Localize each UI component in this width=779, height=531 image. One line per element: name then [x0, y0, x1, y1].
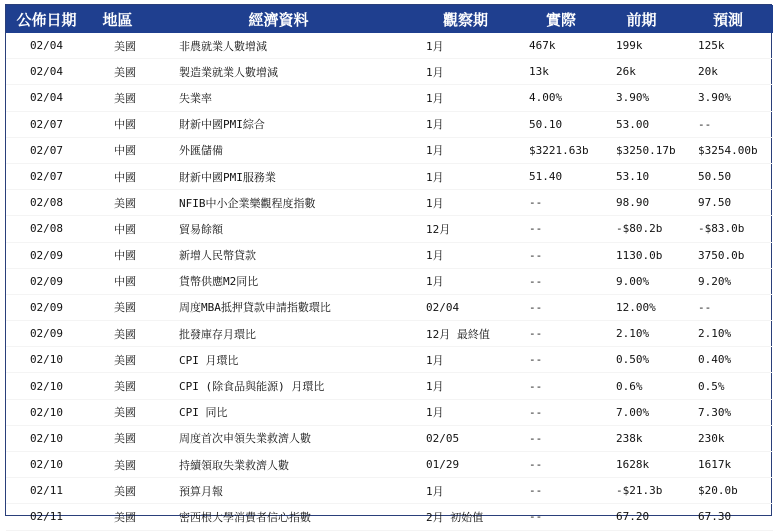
cell-previous: 53.00 [616, 117, 650, 131]
cell-actual: -- [529, 458, 543, 472]
cell-release-date: 02/07 [29, 143, 64, 157]
cell-previous: -$80.2b [616, 222, 663, 236]
cell-forecast: $3254.00b [698, 143, 758, 157]
cell-period: 1月 [426, 406, 444, 420]
cell-forecast: -- [698, 117, 712, 131]
cell-region: 美國 [114, 353, 136, 367]
cell-release-date: 02/04 [29, 39, 64, 53]
cell-region: 中國 [114, 118, 136, 132]
cell-period: 01/29 [426, 458, 460, 472]
table-row [6, 321, 773, 347]
cell-period: 12月 最終值 [426, 327, 490, 341]
cell-actual: -- [529, 484, 543, 498]
cell-previous: 199k [616, 39, 643, 53]
cell-region: 美國 [114, 39, 136, 53]
cell-period: 1月 [426, 249, 444, 263]
cell-actual: $3221.63b [529, 143, 589, 157]
cell-forecast: 50.50 [698, 170, 732, 184]
cell-region: 美國 [114, 510, 136, 524]
cell-release-date: 02/08 [29, 222, 64, 236]
cell-region: 美國 [114, 484, 136, 498]
cell-release-date: 02/11 [29, 510, 64, 524]
table-header-row [6, 5, 773, 33]
cell-indicator: 製造業就業人數增減 [179, 65, 278, 79]
cell-forecast: -$83.0b [698, 222, 745, 236]
cell-actual: -- [529, 353, 543, 367]
table-row [6, 347, 773, 373]
table-row [6, 268, 773, 294]
cell-region: 美國 [114, 91, 136, 105]
cell-forecast: 67.30 [698, 510, 732, 524]
cell-region: 美國 [114, 432, 136, 446]
table-row [6, 190, 773, 216]
cell-period: 02/04 [426, 300, 460, 314]
cell-previous: 53.10 [616, 170, 650, 184]
cell-previous: 12.00% [616, 300, 656, 314]
cell-region: 美國 [114, 196, 136, 210]
cell-release-date: 02/08 [29, 196, 64, 210]
cell-actual: -- [529, 431, 543, 445]
cell-indicator: 持續領取失業救濟人數 [179, 458, 289, 472]
cell-region: 美國 [114, 327, 136, 341]
cell-release-date: 02/09 [29, 300, 64, 314]
header-indicator: 經濟資料 [148, 5, 409, 33]
header-previous: 前期 [600, 5, 683, 33]
cell-release-date: 02/07 [29, 117, 64, 131]
cell-region: 中國 [114, 144, 136, 158]
cell-indicator: 外匯儲備 [179, 144, 223, 158]
cell-indicator: 財新中國PMI服務業 [179, 170, 276, 184]
table-row [6, 216, 773, 242]
cell-actual: -- [529, 248, 543, 262]
cell-release-date: 02/10 [29, 458, 64, 472]
cell-release-date: 02/07 [29, 170, 64, 184]
cell-actual: -- [529, 222, 543, 236]
cell-forecast: 230k [698, 431, 725, 445]
cell-forecast: 2.10% [698, 327, 732, 341]
header-actual: 實際 [522, 5, 600, 33]
cell-release-date: 02/10 [29, 405, 64, 419]
cell-release-date: 02/09 [29, 274, 64, 288]
cell-forecast: $20.0b [698, 484, 738, 498]
table-row [6, 85, 773, 111]
cell-period: 1月 [426, 91, 444, 105]
cell-actual: -- [529, 196, 543, 210]
cell-forecast: 1617k [698, 458, 732, 472]
table-row [6, 111, 773, 137]
cell-region: 中國 [114, 249, 136, 263]
table-row [6, 504, 773, 530]
cell-indicator: 密西根大學消費者信心指數 [179, 510, 311, 524]
cell-indicator: 財新中國PMI綜合 [179, 118, 265, 132]
cell-indicator: 預算月報 [179, 484, 223, 498]
cell-indicator: CPI (除食品與能源) 月環比 [179, 380, 325, 394]
cell-region: 美國 [114, 458, 136, 472]
header-forecast: 預測 [683, 5, 773, 33]
cell-forecast: 3750.0b [698, 248, 745, 262]
table-row [6, 163, 773, 189]
cell-region: 中國 [114, 275, 136, 289]
cell-previous: 67.20 [616, 510, 650, 524]
cell-period: 1月 [426, 380, 444, 394]
cell-region: 美國 [114, 380, 136, 394]
table-row [6, 33, 773, 59]
cell-previous: 238k [616, 431, 643, 445]
cell-previous: 1130.0b [616, 248, 663, 262]
cell-release-date: 02/10 [29, 431, 64, 445]
cell-indicator: 貨幣供應M2同比 [179, 275, 259, 289]
cell-actual: -- [529, 405, 543, 419]
table-row [6, 399, 773, 425]
cell-forecast: 9.20% [698, 274, 732, 288]
cell-indicator: 新增人民幣貸款 [179, 249, 256, 263]
cell-indicator: 貿易餘額 [179, 222, 223, 236]
cell-indicator: 非農就業人數增減 [179, 39, 267, 53]
cell-forecast: -- [698, 300, 712, 314]
cell-release-date: 02/10 [29, 379, 64, 393]
economic-calendar-table-frame [5, 4, 772, 524]
cell-actual: 50.10 [529, 117, 563, 131]
cell-release-date: 02/10 [29, 353, 64, 367]
cell-forecast: 97.50 [698, 196, 732, 210]
cell-forecast: 3.90% [698, 91, 732, 105]
cell-forecast: 7.30% [698, 405, 732, 419]
cell-forecast: 125k [698, 39, 725, 53]
cell-period: 2月 初始值 [426, 510, 484, 524]
cell-actual: 51.40 [529, 170, 563, 184]
cell-period: 1月 [426, 275, 444, 289]
cell-previous: -$21.3b [616, 484, 663, 498]
cell-release-date: 02/04 [29, 91, 64, 105]
cell-previous: $3250.17b [616, 143, 676, 157]
cell-forecast: 0.40% [698, 353, 732, 367]
table-row [6, 373, 773, 399]
cell-period: 1月 [426, 144, 444, 158]
cell-period: 1月 [426, 39, 444, 53]
cell-indicator: 周度MBA抵押貸款申請指數環比 [179, 301, 331, 315]
table-row [6, 478, 773, 504]
cell-indicator: CPI 月環比 [179, 353, 239, 367]
cell-forecast: 20k [698, 65, 718, 79]
cell-period: 1月 [426, 170, 444, 184]
cell-period: 02/05 [426, 431, 460, 445]
cell-indicator: 周度首次申領失業救濟人數 [179, 432, 311, 446]
cell-region: 中國 [114, 170, 136, 184]
cell-period: 1月 [426, 353, 444, 367]
cell-actual: 4.00% [529, 91, 563, 105]
table-row [6, 137, 773, 163]
cell-forecast: 0.5% [698, 379, 725, 393]
table-row [6, 425, 773, 451]
cell-indicator: NFIB中小企業樂觀程度指數 [179, 196, 316, 210]
cell-region: 美國 [114, 65, 136, 79]
cell-region: 中國 [114, 222, 136, 236]
cell-indicator: 批發庫存月環比 [179, 327, 256, 341]
cell-indicator: 失業率 [179, 91, 212, 105]
cell-previous: 2.10% [616, 327, 650, 341]
cell-actual: -- [529, 379, 543, 393]
cell-period: 1月 [426, 118, 444, 132]
table-row [6, 242, 773, 268]
economic-calendar-table [6, 5, 773, 531]
cell-release-date: 02/09 [29, 327, 64, 341]
cell-release-date: 02/11 [29, 484, 64, 498]
cell-actual: -- [529, 274, 543, 288]
header-period: 觀察期 [409, 5, 522, 33]
cell-actual: -- [529, 327, 543, 341]
cell-actual: 467k [529, 39, 556, 53]
cell-actual: -- [529, 510, 543, 524]
cell-indicator: CPI 同比 [179, 406, 228, 420]
cell-period: 1月 [426, 484, 444, 498]
table-row [6, 452, 773, 478]
cell-previous: 1628k [616, 458, 650, 472]
table-row [6, 59, 773, 85]
cell-period: 1月 [426, 196, 444, 210]
cell-actual: -- [529, 300, 543, 314]
cell-period: 1月 [426, 65, 444, 79]
cell-previous: 26k [616, 65, 636, 79]
cell-actual: 13k [529, 65, 549, 79]
cell-previous: 0.6% [616, 379, 643, 393]
cell-previous: 7.00% [616, 405, 650, 419]
cell-previous: 0.50% [616, 353, 650, 367]
cell-previous: 3.90% [616, 91, 650, 105]
cell-period: 12月 [426, 222, 451, 236]
cell-previous: 98.90 [616, 196, 650, 210]
cell-region: 美國 [114, 406, 136, 420]
header-release-date: 公佈日期 [6, 5, 87, 33]
cell-region: 美國 [114, 301, 136, 315]
cell-release-date: 02/04 [29, 65, 64, 79]
table-row [6, 294, 773, 320]
cell-previous: 9.00% [616, 274, 650, 288]
cell-release-date: 02/09 [29, 248, 64, 262]
header-region: 地區 [87, 5, 148, 33]
